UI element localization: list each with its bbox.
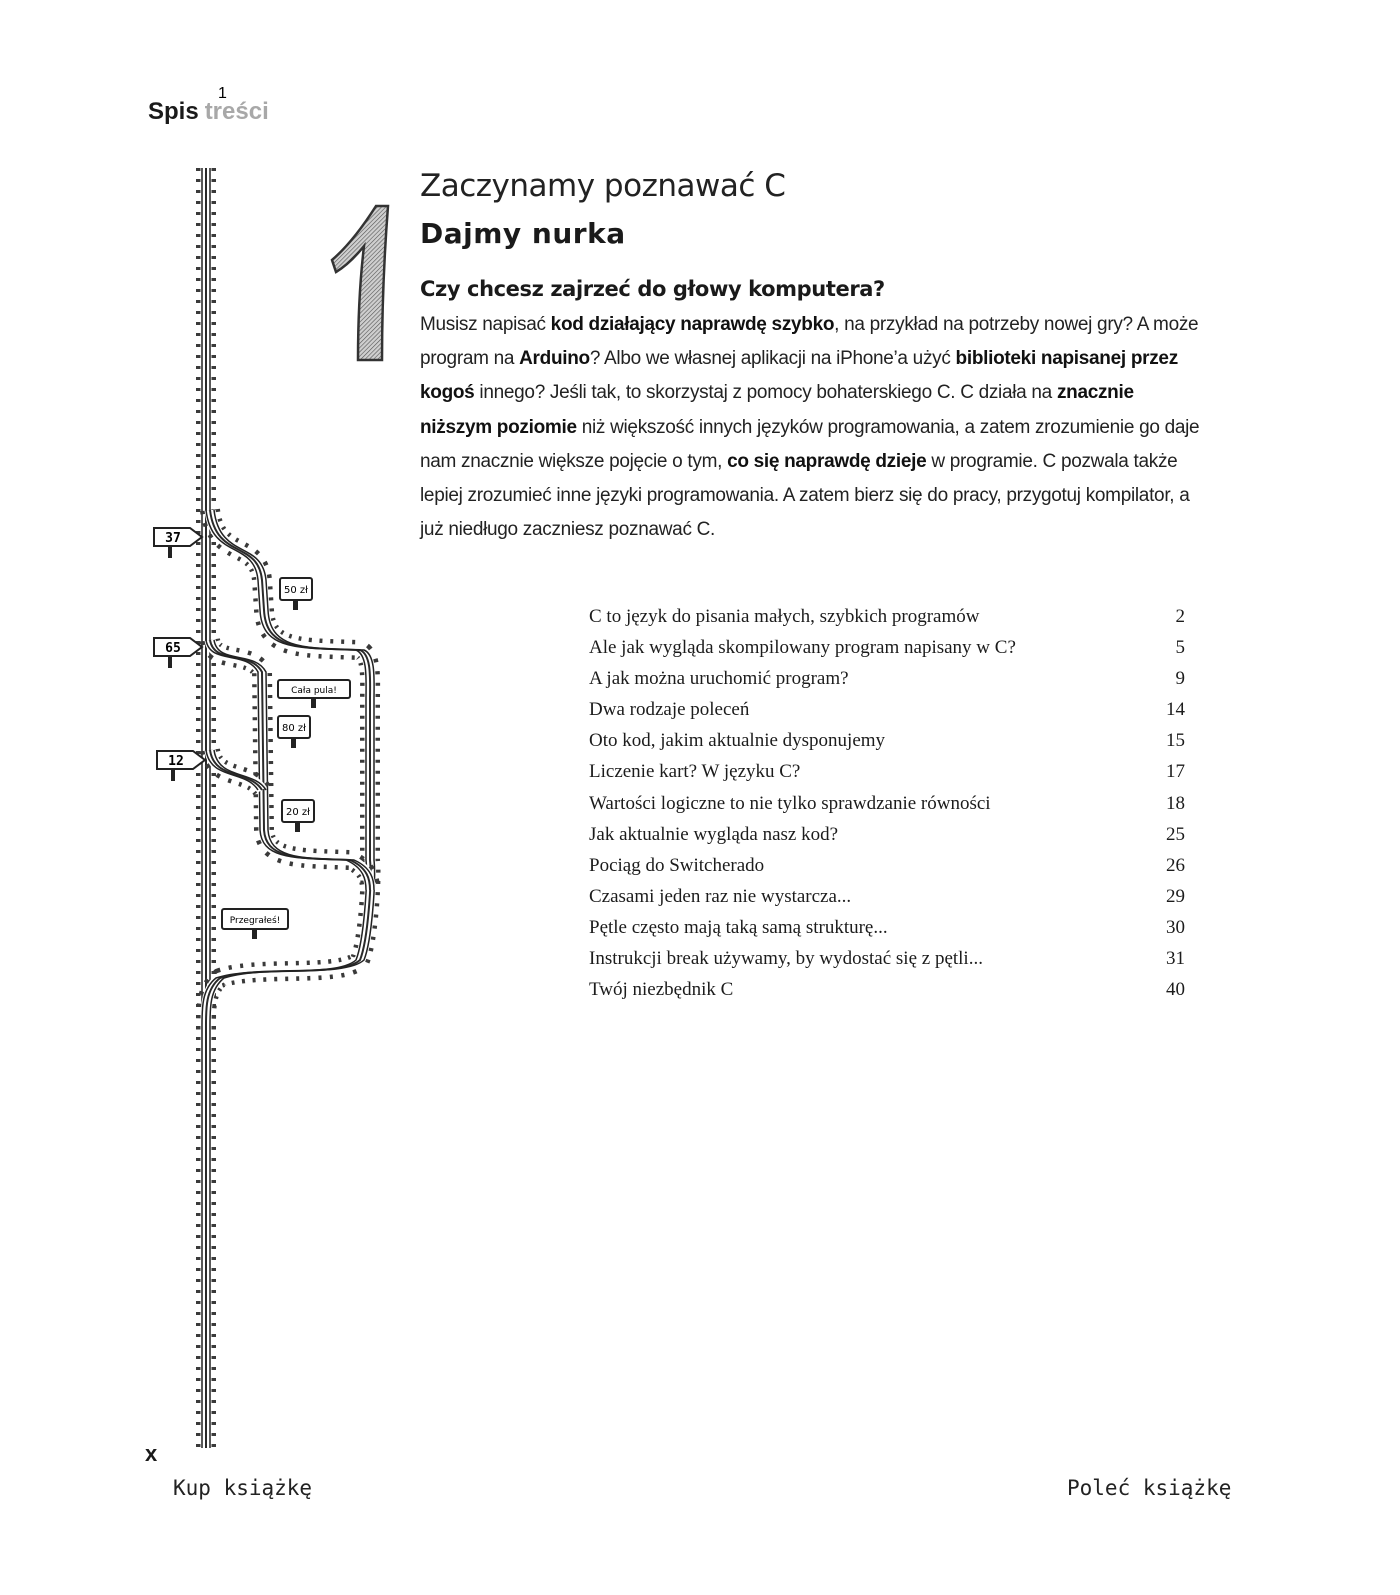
- toc-entry-title: C to język do pisania małych, szybkich programów: [589, 606, 980, 627]
- toc-entry-title: Oto kod, jakim aktualnie dysponujemy: [589, 730, 886, 752]
- toc-entry-title: Ale jak wygląda skompilowany program napisany w C?: [589, 637, 1016, 659]
- intro-text: Musisz napisać: [420, 314, 551, 335]
- svg-text:80 zł: 80 zł: [282, 723, 306, 734]
- toc-entry-title: Dwa rodzaje poleceń: [589, 699, 750, 721]
- toc-entry[interactable]: [589, 756, 1185, 787]
- toc-entry-title: Pętle często mają taką samą strukturę...: [589, 916, 888, 938]
- buy-book-link[interactable]: Kup książkę: [173, 1476, 313, 1500]
- toc-entry-page: 26: [1166, 854, 1185, 876]
- toc-entry-page: 30: [1166, 916, 1185, 938]
- toc-entry[interactable]: [589, 632, 1185, 663]
- distance-sign: [154, 638, 202, 668]
- toc-entry-title: Jak aktualnie wygląda nasz kod?: [589, 823, 839, 845]
- toc-entry[interactable]: [589, 694, 1185, 725]
- intro-emphasis: kod działający naprawdę szybko: [550, 314, 835, 335]
- toc-entry[interactable]: [589, 974, 1185, 1005]
- prize-sign: [280, 578, 312, 610]
- toc-entry[interactable]: [589, 788, 1185, 819]
- toc-entry-title: Czasami jeden raz nie wystarcza...: [589, 885, 852, 907]
- prize-sign: [278, 716, 310, 748]
- toc-entry[interactable]: [589, 725, 1185, 756]
- toc-entry-page: 29: [1166, 885, 1185, 907]
- toc-entry-page: 40: [1166, 979, 1185, 1001]
- svg-text:Cała pula!: Cała pula!: [291, 686, 337, 696]
- prize-sign: [282, 800, 314, 832]
- toc-entry-page: 14: [1166, 699, 1185, 721]
- intro-text: w programie. C pozwala także lepiej zrozumieć inne języki programowania. A zatem bierz się do pracy, przygotuj kompilator, a już niedługo zaczniesz poznawać C.: [420, 450, 1190, 541]
- toc-entry-page: 25: [1166, 823, 1185, 845]
- intro-emphasis: biblioteki napisanej przez kogoś: [420, 348, 1178, 404]
- svg-text:20 zł: 20 zł: [286, 807, 310, 818]
- svg-text:50 zł: 50 zł: [284, 585, 308, 596]
- toc-entry-page: 2: [1175, 606, 1185, 627]
- toc-entry[interactable]: [589, 881, 1185, 912]
- toc-entry-title: Liczenie kart? W języku C?: [589, 761, 801, 783]
- toc-entry-title: Wartości logiczne to nie tylko sprawdzanie równości: [589, 792, 991, 814]
- track-signs: [154, 528, 350, 939]
- chapter-subtitle: Zaczynamy poznawać C: [420, 168, 786, 204]
- intro-text: niż większość innych języków programowania, a zatem zrozumienie go daje nam znacznie większe pojęcie o tym,: [420, 416, 1200, 472]
- toc-entry-page: 15: [1166, 730, 1185, 752]
- distance-sign: [154, 528, 202, 558]
- prize-sign: [278, 680, 350, 708]
- prize-sign: [222, 909, 288, 939]
- toc-entry-title: Pociąg do Switcherado: [589, 854, 765, 876]
- intro-emphasis: co się naprawdę dzieje: [727, 450, 927, 472]
- toc-entry-page: 5: [1175, 637, 1185, 659]
- intro-text: ? Albo we własnej aplikacji na iPhone’a użyć: [589, 348, 956, 370]
- main-track: [202, 168, 210, 1448]
- toc-entry-page: 9: [1175, 668, 1185, 690]
- toc-entry-page: 17: [1166, 761, 1185, 783]
- svg-text:65: 65: [165, 641, 181, 656]
- toc-entry-title: Twój niezbędnik C: [589, 979, 734, 1001]
- svg-text:37: 37: [165, 531, 181, 546]
- distance-sign: [157, 751, 205, 781]
- recommend-book-link[interactable]: Poleć książkę: [1067, 1476, 1232, 1500]
- table-of-contents: [589, 601, 1185, 1005]
- intro-text: , na przykład na potrzeby nowej gry? A może program na: [420, 314, 1199, 370]
- toc-entry-page: 18: [1166, 792, 1185, 814]
- toc-entry[interactable]: [589, 943, 1185, 974]
- intro-emphasis: znacznie niższym poziomie: [420, 382, 1134, 438]
- toc-entry[interactable]: [589, 850, 1185, 881]
- svg-text:Przegrałeś!: Przegrałeś!: [229, 916, 281, 926]
- chapter-title: Dajmy nurka: [420, 217, 626, 250]
- svg-text:12: 12: [168, 754, 184, 769]
- chapter-number: 1: [218, 85, 227, 102]
- toc-entry-title: A jak można uruchomić program?: [589, 668, 849, 690]
- toc-entry-page: 31: [1166, 948, 1185, 970]
- page-number: x: [145, 1441, 158, 1466]
- header-word-spis: Spis: [148, 98, 199, 125]
- toc-entry[interactable]: [589, 601, 1185, 632]
- toc-entry[interactable]: [589, 663, 1185, 694]
- intro-paragraph: [420, 308, 1210, 547]
- toc-entry-title: Instrukcji break używamy, by wydostać się z pętli...: [589, 948, 983, 970]
- toc-entry[interactable]: [589, 912, 1185, 943]
- toc-entry[interactable]: [589, 819, 1185, 850]
- header-word-tresci: treści: [204, 98, 269, 125]
- intro-text: innego? Jeśli tak, to skorzystaj z pomocy bohaterskiego C. C działa na: [474, 382, 1057, 404]
- intro-heading: Czy chcesz zajrzeć do głowy komputera?: [420, 277, 885, 301]
- intro-emphasis: Arduino: [519, 348, 590, 370]
